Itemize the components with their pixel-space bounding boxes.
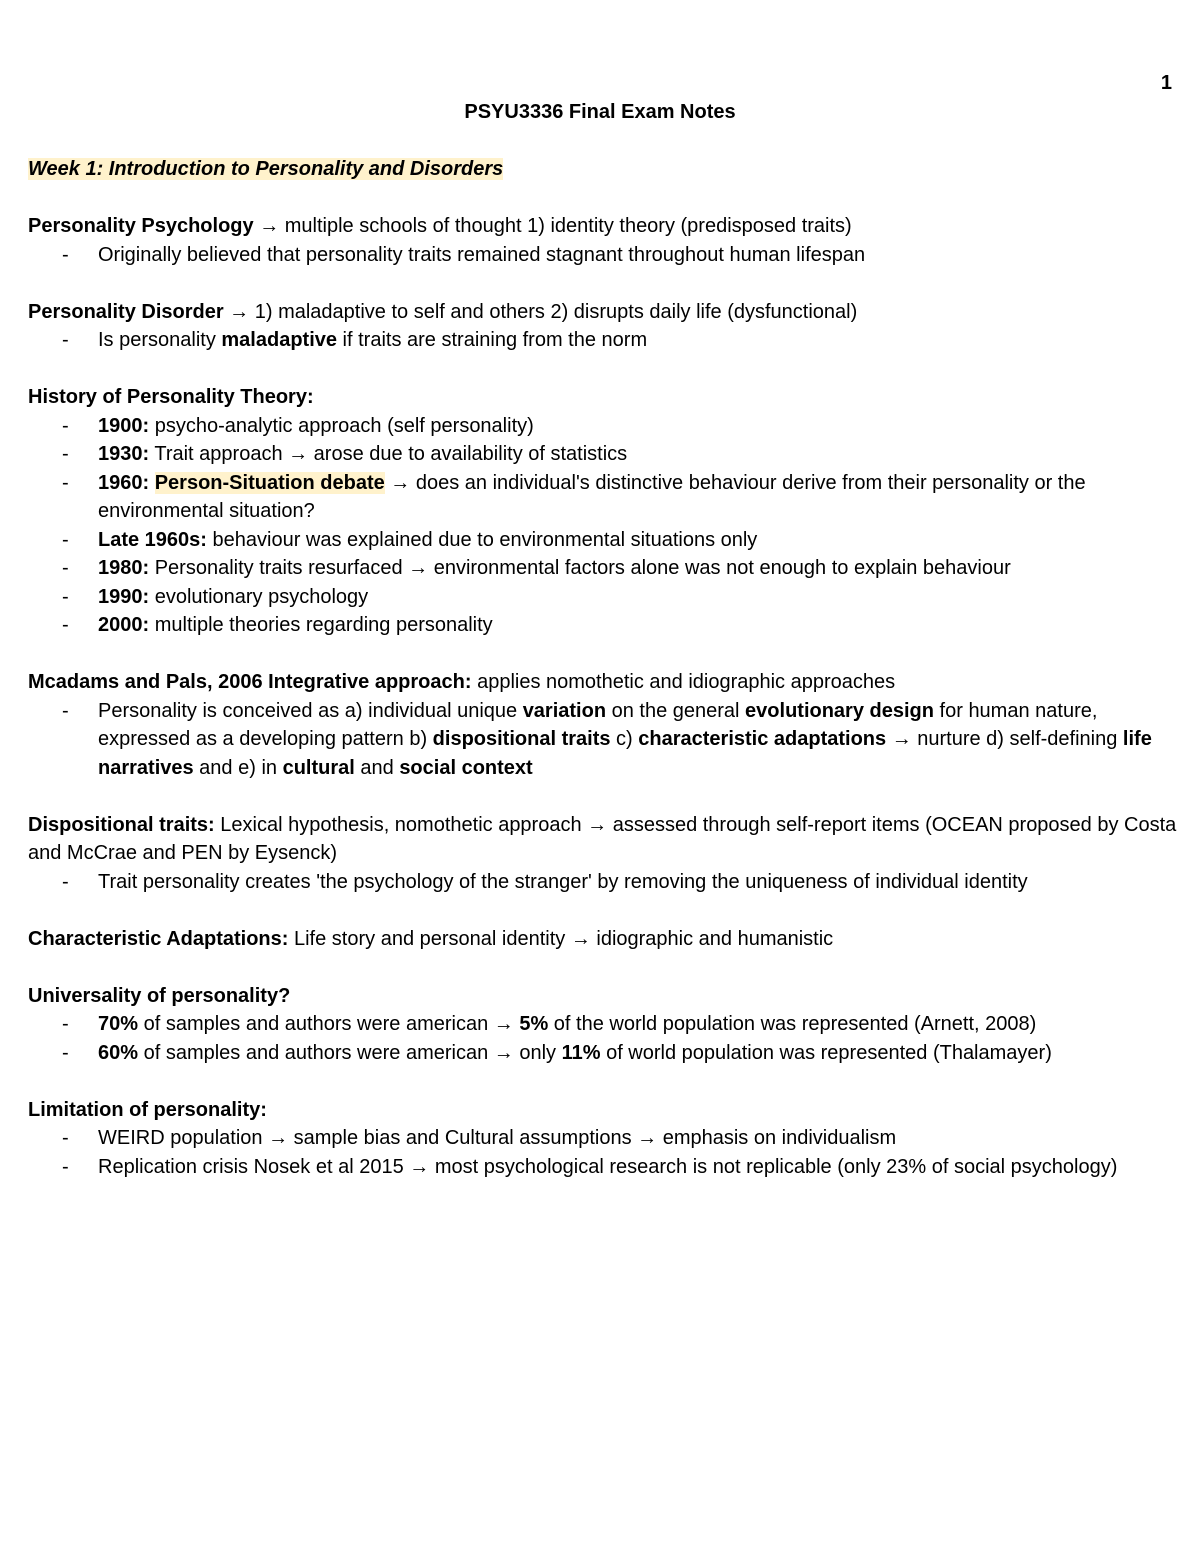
section-heading: [28, 383, 1178, 412]
term: Dispositional traits:: [28, 813, 215, 836]
year: 1930:: [98, 443, 150, 465]
text: → nurture d) self-defining: [886, 728, 1123, 750]
section-history: [28, 383, 1178, 640]
week-heading-text: Week 1: Introduction to Personality and Disorders: [28, 158, 504, 180]
definition: → 1) maladaptive to self and others 2) disrupts daily life (dysfunctional): [223, 300, 858, 323]
year: 2000:: [98, 614, 150, 636]
text: if traits are straining from the norm: [337, 329, 648, 351]
text: and: [354, 756, 400, 779]
text: of the world population was represented (Arnett, 2008): [548, 1013, 1037, 1035]
text: psycho-analytic approach (self personality): [149, 414, 534, 437]
list-item: [28, 697, 1178, 783]
definition: Life story and personal identity → idiographic and humanistic: [288, 927, 834, 950]
year: 1990:: [98, 585, 150, 608]
year: Late 1960s:: [98, 528, 207, 551]
bold-term: maladaptive: [221, 329, 337, 351]
list-item: - Replication crisis Nosek et al 2015 → most psychological research is not replicable (only 23% of social psychology): [28, 1153, 1178, 1182]
percentage: 60%: [98, 1041, 139, 1064]
text: evolutionary psychology: [149, 585, 369, 608]
section-characteristic-adaptations: [28, 925, 1178, 954]
list-item: [28, 1039, 1178, 1068]
section-personality-disorder: [28, 298, 1178, 355]
heading-text: Universality of personality?: [28, 984, 291, 1007]
bullet-list: [28, 1124, 1178, 1181]
definition: Lexical hypothesis, nomothetic approach → assessed through self-report items (OCEAN proposed by Costa and McCrae and PEN by Eysenck): [28, 813, 1177, 864]
bullet-list: [28, 412, 1178, 640]
list-item: [28, 583, 1178, 612]
term: Mcadams and Pals, 2006 Integrative approach:: [28, 671, 472, 693]
highlighted-term: Person-Situation debate: [154, 471, 385, 494]
text: on the general: [606, 699, 746, 722]
list-item: [28, 412, 1178, 441]
text: Personality is conceived as a) individual unique: [98, 699, 523, 722]
text: of world population was represented (Thalamayer): [600, 1041, 1052, 1064]
text: Trait approach → arose due to availability of statistics: [149, 443, 628, 465]
term: Personality Disorder: [28, 300, 224, 323]
year: 1960:: [98, 471, 150, 494]
text: Personality traits resurfaced → environmental factors alone was not enough to explain behaviour: [149, 557, 1011, 579]
section-heading: [28, 1096, 1178, 1125]
week-heading: [28, 155, 1178, 184]
year: 1980:: [98, 557, 150, 579]
text: of samples and authors were american →: [138, 1013, 520, 1035]
section-paragraph: [28, 212, 1178, 241]
definition: → multiple schools of thought 1) identity theory (predisposed traits): [253, 215, 852, 237]
text: behaviour was explained due to environmental situations only: [206, 528, 758, 551]
percentage: 5%: [519, 1013, 549, 1035]
heading-text: History of Personality Theory:: [28, 386, 314, 408]
bold-term: cultural: [282, 756, 355, 779]
percentage: 70%: [98, 1013, 139, 1035]
bold-term: life narratives: [98, 728, 1152, 779]
bullet-list: [28, 1010, 1178, 1067]
list-item: - Trait personality creates 'the psychology of the stranger' by removing the uniqueness of individual identity: [28, 868, 1178, 897]
term: Characteristic Adaptations:: [28, 927, 289, 950]
section-dispositional-traits: [28, 811, 1178, 897]
list-item: - Originally believed that personality traits remained stagnant throughout human lifespan: [28, 241, 1178, 270]
bullet-list: [28, 868, 1178, 897]
page-number: 1: [1160, 72, 1172, 94]
bold-term: characteristic adaptations: [638, 728, 887, 750]
bullet-list: [28, 241, 1178, 270]
bold-term: evolutionary design: [745, 699, 934, 722]
section-heading: [28, 982, 1178, 1011]
list-item: [28, 526, 1178, 555]
text: → does an individual's distinctive behaviour derive from their personality or the environmental situation?: [98, 471, 1086, 522]
text: of samples and authors were american → only: [138, 1041, 562, 1064]
list-item: [28, 554, 1178, 583]
heading-text: Limitation of personality:: [28, 1098, 267, 1121]
bullet-list: [28, 326, 1178, 355]
text: Is personality: [98, 329, 222, 351]
section-universality: [28, 982, 1178, 1068]
list-item: [28, 326, 1178, 355]
definition: applies nomothetic and idiographic approaches: [471, 671, 896, 693]
text: c): [610, 728, 639, 750]
section-integrative-approach: [28, 668, 1178, 782]
list-item: [28, 1010, 1178, 1039]
list-item: [28, 611, 1178, 640]
bold-term: dispositional traits: [432, 728, 611, 750]
document-title: PSYU3336 Final Exam Notes: [464, 101, 736, 123]
text: for human nature, expressed as a developing pattern b): [98, 699, 1098, 750]
section-paragraph: [28, 811, 1178, 868]
text: and e) in: [193, 756, 283, 779]
list-item: - WEIRD population → sample bias and Cultural assumptions → emphasis on individualism: [28, 1124, 1178, 1153]
percentage: 11%: [561, 1041, 601, 1064]
bullet-list: [28, 697, 1178, 783]
bold-term: variation: [522, 699, 607, 722]
section-paragraph: [28, 298, 1178, 327]
term: Personality Psychology: [28, 215, 254, 237]
document-body: [28, 155, 1178, 1210]
year: 1900:: [98, 414, 150, 437]
section-limitations: [28, 1096, 1178, 1182]
section-paragraph: [28, 925, 1178, 954]
list-item: [28, 469, 1178, 526]
section-paragraph: [28, 668, 1178, 697]
bold-term: social context: [399, 756, 533, 779]
text: multiple theories regarding personality: [149, 614, 493, 636]
list-item: [28, 440, 1178, 469]
section-personality-psychology: [28, 212, 1178, 269]
